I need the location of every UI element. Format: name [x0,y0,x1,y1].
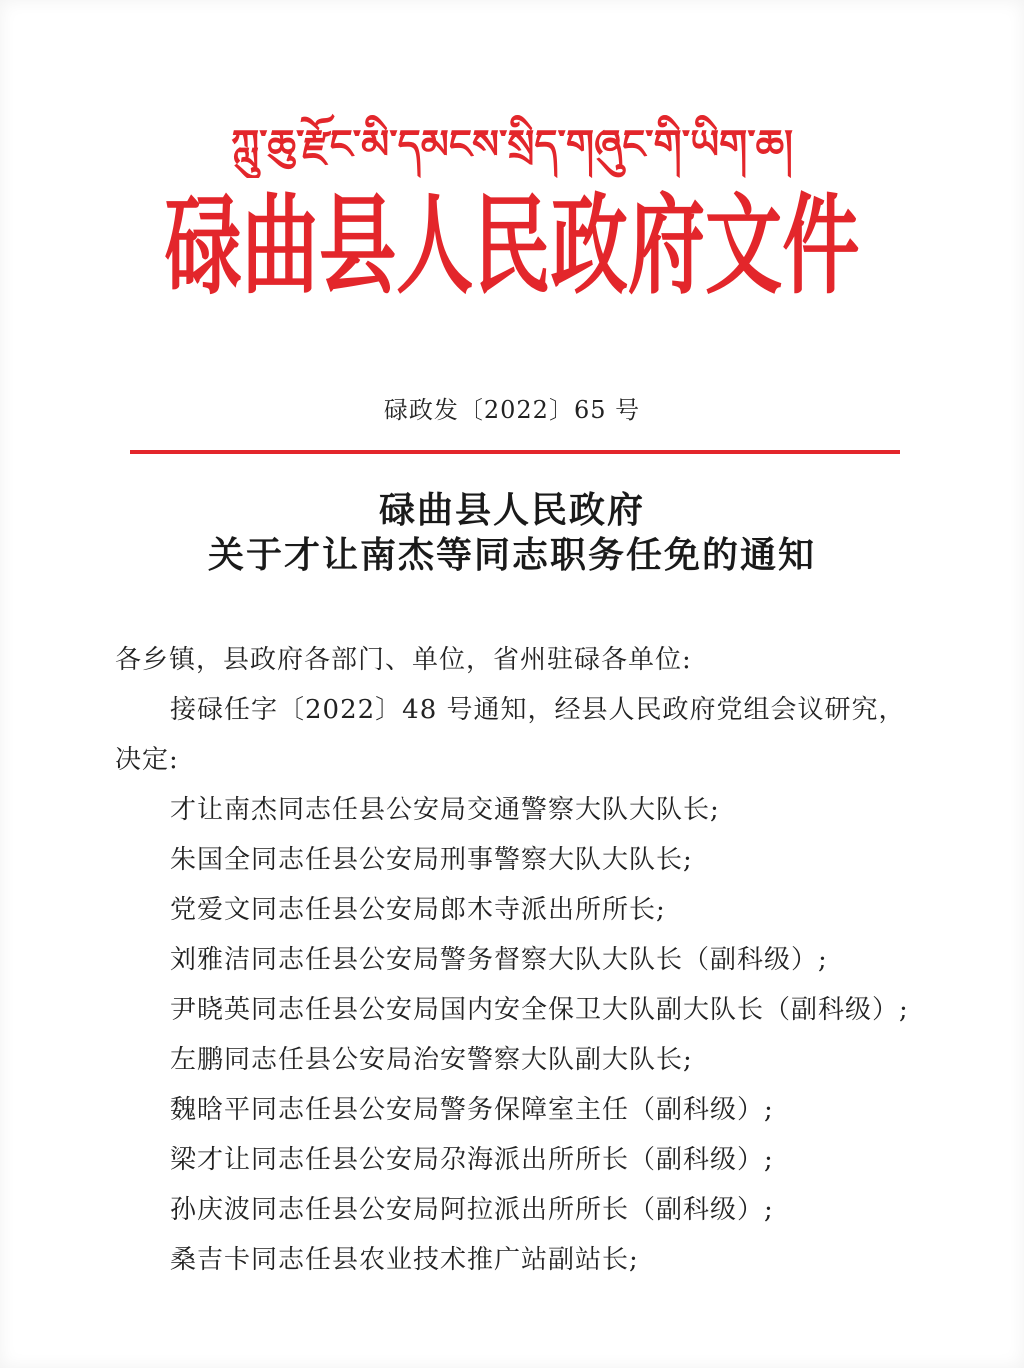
appointment-item: 党爱文同志任县公安局郎木寺派出所所长; [170,895,666,925]
notice-title-line1: 碌曲县人民政府 [378,489,645,531]
appointment-item: 桑吉卡同志任县农业技术推广站副站长; [170,1245,639,1275]
appointment-item: 魏晗平同志任县公安局警务保障室主任（副科级）; [170,1095,774,1125]
appointment-item: 孙庆波同志任县公安局阿拉派出所所长（副科级）; [170,1195,774,1225]
appointment-item: 刘雅洁同志任县公安局警务督察大队大队长（副科级）; [170,945,828,975]
appointment-item: 尹晓英同志任县公安局国内安全保卫大队副大队长（副科级）; [170,995,909,1025]
red-header-title: 碌曲县人民政府文件 [164,183,860,309]
appointment-item: 才让南杰同志任县公安局交通警察大队大队长; [170,795,720,825]
notice-title-line2: 关于才让南杰等同志职务任免的通知 [207,534,816,576]
red-divider-line [130,450,900,454]
appointment-item: 朱国全同志任县公安局刑事警察大队大队长; [170,845,693,875]
appointment-list [115,785,995,1285]
red-header-title-wrap [0,183,1024,309]
document-number: 碌政发〔2022〕65 号 [383,396,641,424]
intro-paragraph: 接碌任字〔2022〕48 号通知，经县人民政府党组会议研究， [170,695,906,725]
appointment-item: 梁才让同志任县公安局尕海派出所所长（副科级）; [170,1145,774,1175]
decision-label: 决定: [115,745,179,775]
tibetan-header-title: ཀླུ་ཆུ་རྫོང་མི་དམངས་སྲིད་གཞུང་གི་ཡིག་ཆ། [230,122,794,168]
appointment-item: 左鹏同志任县公安局治安警察大队副大队长; [170,1045,693,1075]
notice-body [115,635,995,1285]
salutation: 各乡镇，县政府各部门、单位，省州驻碌各单位: [115,645,692,675]
